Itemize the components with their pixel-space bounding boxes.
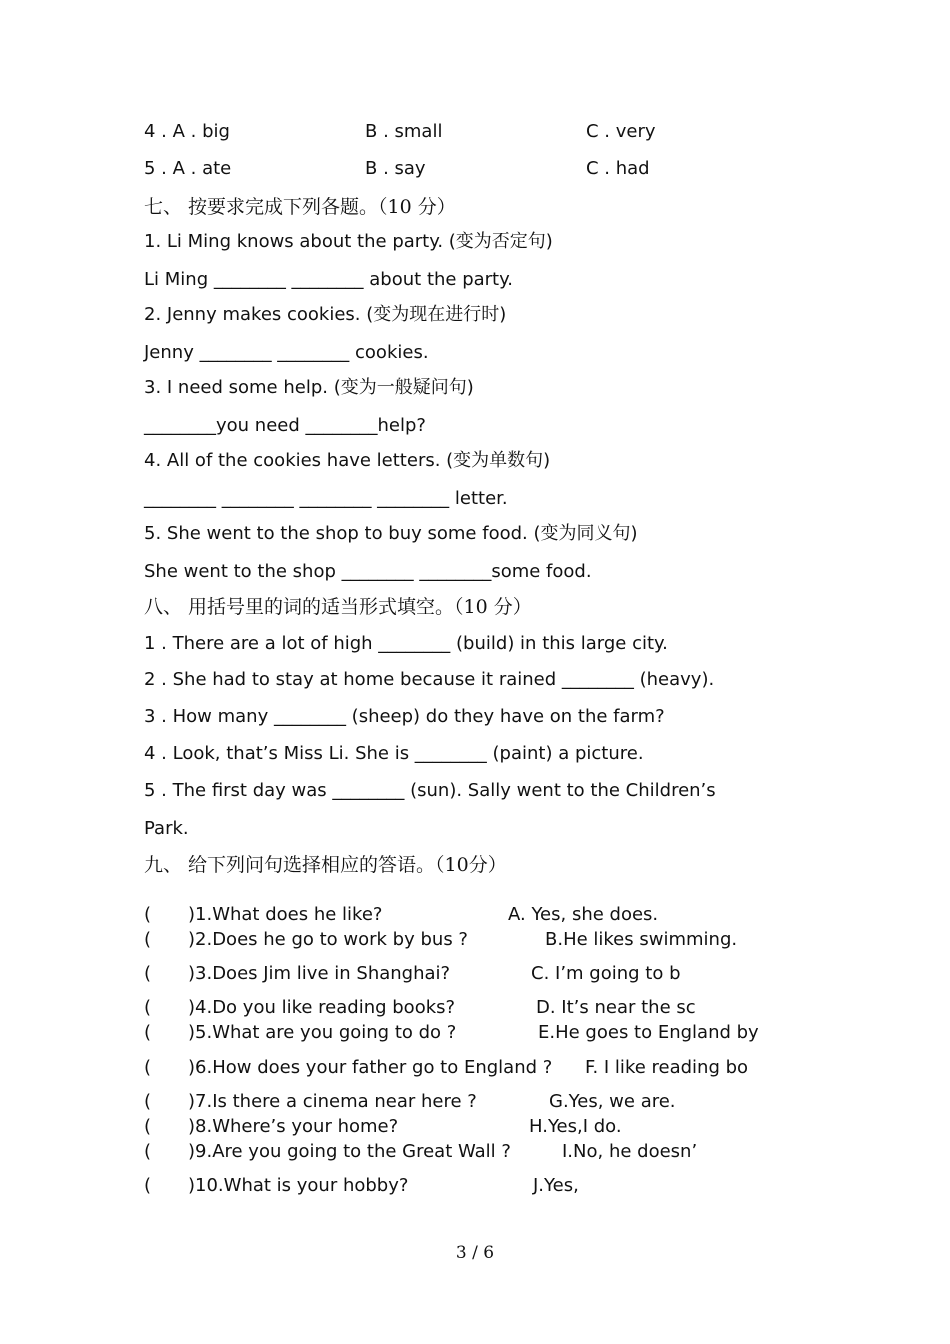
section8-item: 3 . How many ________ (sheep) do they have on the farm? — [144, 706, 665, 727]
section9-heading: 九、 给下列问句选择相应的答语。（10分） — [144, 854, 507, 876]
mcq-option-c: C . very — [586, 121, 656, 142]
mcq-option-b: B . small — [365, 121, 443, 142]
matching-question: )5.What are you going to do ? — [188, 1022, 457, 1043]
matching-question: )8.Where’s your home? — [188, 1116, 399, 1137]
matching-question: )4.Do you like reading books? — [188, 997, 456, 1018]
section7-answer-line: She went to the shop ________ ________some food. — [144, 561, 592, 582]
answer-paren: ( — [144, 997, 152, 1018]
answer-paren: ( — [144, 963, 152, 984]
section7-answer-line: Jenny ________ ________ cookies. — [144, 342, 429, 363]
answer-paren: ( — [144, 929, 152, 950]
matching-answer: I.No, he doesn’ — [562, 1141, 698, 1162]
section7-answer-line: ________you need ________help? — [144, 415, 426, 436]
section7-question: 2. Jenny makes cookies. (变为现在进行时) — [144, 304, 507, 325]
section8-item-continued: Park. — [144, 818, 189, 839]
answer-paren: ( — [144, 1141, 152, 1162]
section8-item: 5 . The first day was ________ (sun). Sally went to the Children’s — [144, 780, 716, 801]
matching-row — [0, 1141, 950, 1163]
matching-question: )7.Is there a cinema near here ? — [188, 1091, 477, 1112]
matching-row — [0, 963, 950, 985]
section7-question: 3. I need some help. (变为一般疑问句) — [144, 377, 474, 398]
answer-paren: ( — [144, 1091, 152, 1112]
section8-item: 2 . She had to stay at home because it rained ________ (heavy). — [144, 669, 715, 690]
matching-row — [0, 1057, 950, 1079]
mcq-option-b: B . say — [365, 158, 426, 179]
answer-paren: ( — [144, 1022, 152, 1043]
mcq-option-a: 4 . A . big — [144, 121, 230, 142]
matching-answer: J.Yes, — [533, 1175, 579, 1196]
section8-heading: 八、 用括号里的词的适当形式填空。（10 分） — [144, 596, 532, 618]
mcq-row — [0, 121, 950, 143]
matching-answer: E.He goes to England by — [538, 1022, 759, 1043]
matching-question: )1.What does he like? — [188, 904, 383, 925]
matching-answer: H.Yes,I do. — [529, 1116, 622, 1137]
section8-item: 4 . Look, that’s Miss Li. She is ________ (paint) a picture. — [144, 743, 644, 764]
mcq-option-c: C . had — [586, 158, 650, 179]
matching-row — [0, 929, 950, 951]
section7-heading: 七、 按要求完成下列各题。（10 分） — [144, 196, 456, 218]
matching-answer: C. I’m going to b — [531, 963, 681, 984]
mcq-row — [0, 158, 950, 180]
matching-answer: F. I like reading bo — [585, 1057, 749, 1078]
section7-answer-line: Li Ming ________ ________ about the party. — [144, 269, 513, 290]
matching-row — [0, 904, 950, 926]
mcq-option-a: 5 . A . ate — [144, 158, 232, 179]
answer-paren: ( — [144, 1175, 152, 1196]
matching-row — [0, 997, 950, 1019]
page-number: 3 / 6 — [455, 1243, 495, 1263]
matching-row — [0, 1116, 950, 1138]
matching-answer: A. Yes, she does. — [508, 904, 659, 925]
matching-question: )9.Are you going to the Great Wall ? — [188, 1141, 511, 1162]
matching-question: )10.What is your hobby? — [188, 1175, 409, 1196]
matching-row — [0, 1175, 950, 1197]
matching-question: )3.Does Jim live in Shanghai? — [188, 963, 451, 984]
matching-answer: G.Yes, we are. — [549, 1091, 676, 1112]
answer-paren: ( — [144, 904, 152, 925]
section8-item: 1 . There are a lot of high ________ (build) in this large city. — [144, 633, 668, 654]
section7-question: 1. Li Ming knows about the party. (变为否定句) — [144, 231, 553, 252]
matching-question: )6.How does your father go to England ? — [188, 1057, 553, 1078]
matching-answer: D. It’s near the sc — [536, 997, 696, 1018]
matching-answer: B.He likes swimming. — [545, 929, 738, 950]
section7-question: 5. She went to the shop to buy some food. (变为同义句) — [144, 523, 638, 544]
answer-paren: ( — [144, 1057, 152, 1078]
section7-answer-line: ________ ________ ________ ________ letter. — [144, 488, 508, 509]
section7-question: 4. All of the cookies have letters. (变为单数句) — [144, 450, 551, 471]
answer-paren: ( — [144, 1116, 152, 1137]
matching-row — [0, 1022, 950, 1044]
matching-question: )2.Does he go to work by bus ? — [188, 929, 468, 950]
matching-row — [0, 1091, 950, 1113]
